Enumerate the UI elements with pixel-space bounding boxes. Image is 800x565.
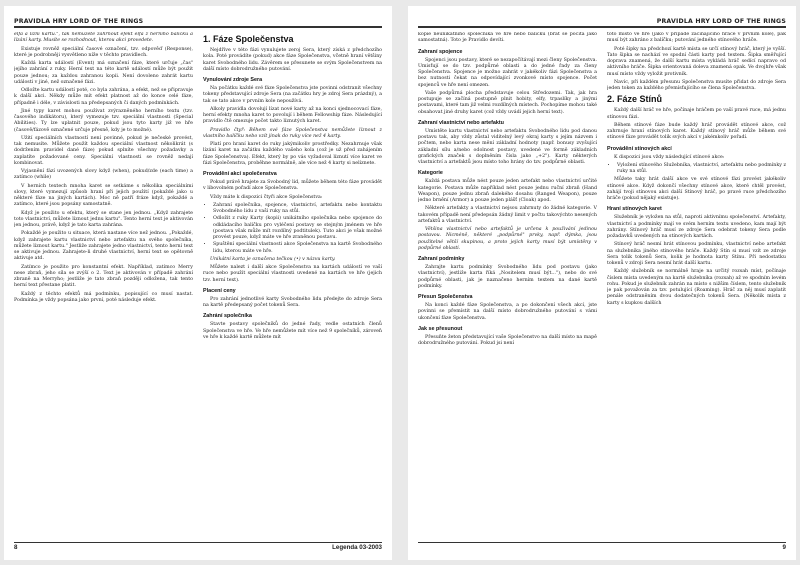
subsection-heading: Přesun Společenstva xyxy=(418,294,473,300)
body-paragraph: Zahrajte kartu podmínky Svobodného lidu pod postavu (jako vlastnictví), jestliže karta říká „Nositelem musí být..."), nebo do své podpůrné oblasti, jak je naznačeno herním textem na dané kartě podmínky. xyxy=(418,265,597,289)
subsection-heading: Kategorie xyxy=(418,170,443,177)
body-paragraph: Můžete nalezt i další akce Společenstva na kartách událostí ve vaší ruce nebo použít speciální vlastnosti uvedené na kartách ve hře (jejich tzv. herní text). xyxy=(203,265,382,283)
page-number: 8 xyxy=(14,544,18,551)
footer-rule xyxy=(418,542,786,543)
body-paragraph: Na počátku každé své fáze Společenstva jste povinni odstranit všechny tokeny představující zdroje Sera (na začátku hry je zdroj Sera prázdný), a tak se tato akce v prvním kole nepoužívá. xyxy=(203,86,382,104)
body-paragraph: Služebník je vyložen na stůl, naproti aktivnímu společenství. Artefakty, vlastnictví a podmínky mají ve svém herním textu uvedeno, kam mají být zahrány. Stínový hráč musí ze zdroje Sera odebrat tokeny Sera podle požadavků uvedených na stínových kartách. xyxy=(607,215,786,239)
subsection-heading: Hraní stínových karet xyxy=(607,206,662,213)
note-paragraph: Unikátní karta je označena tečkou (•) v názvu karty. xyxy=(210,256,336,262)
body-paragraph: Nejdříve v této fázi vynulujete zeroj Sera, který získá z předchozího kola. Poté provádíte (pokud) akce fáze Společenstva, včetně hraní většiny karet Svobodného lidu. Závěrem se přesunete se svým Společenstvem na další místo dobrodružného putování. xyxy=(203,48,382,72)
column-left xyxy=(418,32,597,536)
right-page xyxy=(408,6,796,560)
page-columns xyxy=(14,32,382,536)
body-paragraph: kopie neunikátního společníka ve hře nebo balíčku (brát se počítá jako samostatná). Toto je Pravidlo devíti. xyxy=(418,32,597,44)
section-title: 2. Fáze Stínů xyxy=(607,94,663,105)
body-paragraph: Když je použito u efektu, který se stane jen jednou. „Když zahrajete toto vlastnictví, můžete líznout jednu kartu". Tento herní text je aktivován jen jednou, právě, když je tato karta zahrána. xyxy=(14,210,193,228)
subsection-heading: Provádění akcí společenstva xyxy=(203,171,277,177)
page-columns xyxy=(418,32,786,536)
bullet-list xyxy=(203,203,382,255)
body-paragraph: Stínový hráč nesmí hrát stínovou podmínku, vlastnictví nebo artefakt na služebníka jiného stínového hráče. Každý Stín si musí vzít ze zdroje Sera tolik tokenů Sera, kolik je hodnota karty Stínu. Při nedostatku tokenů v zdroji Sera nesmí hrát další kartu. xyxy=(607,242,786,266)
body-paragraph: Během stínové fáze bude každý hráč provádět stínové akce, což zahrnuje hraní stínových karet. Každý stínový hráč může během své stínové fáze provádět tolik svých akcí v jakémkoliv pořadí. xyxy=(607,122,786,141)
body-paragraph: V herních textech mnoha karet se setkáme s několika speciálními slovy, které vymezují způsob hraní při jejich použití (pokaždé jako u některé fáze na jiných kartách). Moc ně patří fráze když, pokaždé a zatímco, které jsou popsány samostatně. xyxy=(14,183,193,208)
body-paragraph: Poté šipky na předchozí kartě místa se určí stínový hráč, který je vyšší. Tato šipka se nachází ve spodní části karty pod textem. Šipka směřující doprava znamená, že další kartu místa vykládá hráč sedící napravo od aktivního hráče. Šipka orientovaná doleva znamená opak. Ve dvojhře však musí místo vždy vyložit protivník. xyxy=(607,46,786,77)
subsection-heading: Jak se přesunout xyxy=(418,325,463,332)
column-right xyxy=(607,32,786,536)
body-paragraph: Pokud právě hrajete za Svobodný lid, můžete během této fáze provádět v libovolném pořadí akce Společenstva. xyxy=(203,180,382,192)
body-paragraph: Vždy máte k dispozici čtyři akce Společenstva: xyxy=(210,194,323,200)
body-paragraph: Existuje rovněž speciální časové označení, tzv. odpověď (Response), které je podrobněji vysvětleno níže v těchto pravidlech. xyxy=(14,46,193,58)
body-paragraph: Spojenci jsou postavy, které se nezapočítávají mezi členy Společenstva. Umisťují se do tzv. podpůrné oblasti a do jedné řady za členy Společenstva. Spojence je možno zahrát v jakékoliv fázi Společenstva a bez nutnosti čekat na odpovídající zvonkové místo spojence. Počet spojenců ve hře není omezen. xyxy=(418,57,597,88)
body-paragraph: Odložte kartu událostí poté, co byla zahrána, a efekt, než se připravuje k další akci. Někdy může mít efekt platnost až do konce celé fáze, případně i déle, v závislosti na předepsaných či daných podmínkách. xyxy=(14,88,193,106)
header-rule xyxy=(14,26,382,28)
body-paragraph: toto místo ve hře (jako v případě začínajícího hráče v prvním kole), pak musí být zahráno z balíčku; putování jedného stínového hráče. xyxy=(607,32,786,44)
body-paragraph: Jiné typy karet mohou používat zvýrazněného herního textu (tzv. časového indikátoru), který vymezuje tzv. speciální vlastnosti (Special Abilities). Ty lze uplatnit pouze, pokud jsou tyto karty již ve hře (časově/fázově označené určuje přesně, kdy je to možné). xyxy=(14,108,193,133)
subsection-heading: Zahraní vlastnictví nebo artefaktu xyxy=(418,119,504,126)
body-paragraph: Přesuňte žeton představující vaše Společenstvo na další místo na mapě dobrodružného putování. Pokud jsi není xyxy=(418,334,597,346)
page-header: PRAVIDLA HRY LORD OF THE RINGS xyxy=(656,18,786,25)
body-paragraph: Každá postava může nést pouze jeden artefakt nebo vlastnictví určité kategorie. Postava může například nést pouze jednu ruční zbraň (Hand Weapon), pouze jednu zbraň dalekého dosahu (Ranged Weapon), pouze jedno brnění (Armor) a pouze jeden plášť (Cloak) apod. xyxy=(418,179,597,203)
page-header: PRAVIDLA HRY LORD OF THE RINGS xyxy=(14,18,144,25)
list-item: • Vyložení stínového Služebníka, vlastnictví, artefaktu nebo podmínky z ruky na stůl. xyxy=(617,163,786,176)
body-paragraph: Vaše podpůrná plocha představuje celou Středozemi. Tak, jak hra postupuje se začíná postupně plnit hobity, elfy, trpaslíky a jinými postavami, které tam již velmi rozdílných místech. Pochopíme mohou také obsahovat jiné druhy karet (což vždy uvádí jejich herní text). xyxy=(418,90,597,115)
body-paragraph: Stavte postavy společníků do jedné řady, vedle ostatních členů Společenstva ve hře. Ve hře nemůžete mít více než 9 společníků, zároveň ve hře k každé kartě můžete mít xyxy=(203,322,382,340)
section-title: 1. Fáze Společenstva xyxy=(203,34,294,44)
note-paragraph: Většina vlastnictví nebo artefaktů je určena k použivání jedinou postavou. Nicméně, některé „podpůrné" prvky, např. dýmka, jsou použitelné větší skupinou, a proto jejich karty musí být umístěny v podpůrné oblasti. xyxy=(418,227,597,251)
footer-rule xyxy=(14,542,382,543)
list-item: • Spuštění speciální vlastnosti akce Společenstva na kartě Svobodného lidu, kterou máte ve hře. xyxy=(213,242,382,255)
body-paragraph: Alkoly pravidla dovolují lízat nové karty až na konci sjednocovací fáze, herní efekty mnoha karet to povolují i během Fellowship fáze. Následující pravidlo čtě omezuje počet takto líznutých karet. xyxy=(203,106,382,125)
column-right xyxy=(203,32,382,536)
subsection-heading: Provádění stínových akcí xyxy=(607,145,672,152)
list-item: • Zahraní společníka, spojence, vlastnictví, artefaktu nebo kontaktu Svobodného lidu z vaší ruky na stůl. xyxy=(213,203,382,216)
body-paragraph: Umístěte kartu vlastnictví nebo artefaktu Svobodného lidu pod danou postavu tak, aby vždy zůstal viditelný levý okraj karty s jejím názvem i počtem, nebo karta nese mění základní hodnoty (např. bonusy zvyšující základní sílu a/nebo odolnost postavy, uvedené ve formě základních grafických značek s doplněním čísla jako „+2"). Karty některých vlastnictví a artefaktů jsou místo toho hrány do tzv. podpůrné oblasti. xyxy=(418,128,597,165)
body-paragraph: Pro zahrání jednotlivé karty Svobodného lidu předejte do zdroje Sera na kartě předepsaný počet tokenů Sera. xyxy=(203,296,382,308)
body-paragraph: Každá karta událostí (Event) má označení fáze, které určuje „čas" jejího zahrání z ruky. Herní text na této kartě událostí může být použit pouze jednou; za každou zahranou kopii. Není dovoleno zahrát kartu události v jiné, než označené fázi. xyxy=(14,61,193,85)
body-paragraph: Každý služebník se normálně hraje na určitý rozsah míst, počínaje číslem místa uvedeným na kartě služebníka (rozsah) až ve spodním levém rohu. Pokud je služebník zahrán na místo s nižším číslem, tento služebník je pak považován za tzv. potulující (Roaming). Hráč za něj musí zaplatit penále odstraněním dvou dodatečných tokenů Sera. (Několik místa z karty s kupkou dalších xyxy=(607,269,786,306)
body-paragraph: Platí pro hraní karet do ruky jakýmikoliv prostředky. Nezahrnuje však lízání karet na začátku každého vašeho kola (což je už před zahájením fáze Společenstva). Efekt, který by po vás vyžadoval líznutí více karet ve fázi Společenstva, proběhne normálně, ale více než 4 karty si nelíznete. xyxy=(203,142,382,166)
list-item: • Odložit z ruky Karty (kopii) unikátního společníka nebo spojence do odkládacího balíčku pro vyléčení postavy se stejným jménem ve hře (postava však může mít rozdílný podtitulek). Tuto akci je však možné provést pouze, když máte ve hře zraněnou postavu. xyxy=(213,216,382,241)
body-paragraph: Pokaždé je použito u situace, která nastane více než jednou. „Pokaždé, když zahrajete kartu vlastnictví nebo artefaktu na svého společníka, můžete líznout kartu." Jestliže zahrajete jedno vlastnictví, tento herní text se aktivuje jednou. Zahrajete-li druhé vlastnictví, herní text se opětovně aktivuje atd. xyxy=(14,231,193,262)
left-page xyxy=(4,6,392,560)
page-number: 9 xyxy=(782,544,786,551)
body-paragraph: Některé artefakty a vlastnictví nejsou zahrnuty do žádné kategorie. V takovém případě není předepsán žádný limit v počtu takovýchto nesených artefaktů a vlastnictví. xyxy=(418,206,597,224)
subsection-heading: Zahraní spojence xyxy=(418,48,463,55)
body-paragraph: Na konci každé fáze Společenstva, a po dokončení všech akcí, jste povinni se přemístit na další místo dobrodružného putování s vámi ukončení fáze Společenstva. xyxy=(418,303,597,321)
subsection-heading: Zahraní podmínky xyxy=(418,256,465,262)
body-paragraph: Zatímco je použito pro konstantní efekt. Například, zatímco Merry nese zbraň, jeho síla se zvýší o 2. Text je aktivován v případě zahrání zbraně na Merryho; jestliže je tato zbraň později odložena, tak tento herní text přestane platit. xyxy=(14,264,193,289)
body-paragraph: Vyjasnění fází uvozených slovy když (when), pokud/zde (each time) a zatímco (while) xyxy=(14,169,193,181)
subsection-heading: Placení ceny xyxy=(203,287,236,294)
page-footer: Legenda 03-2003 xyxy=(332,544,382,551)
body-paragraph: Navíc, při každém přesunu Společenstva musíte přidat do zdroje Sera jeden token za každého přemísťujícího se člena Společenstva. xyxy=(607,79,786,91)
bullet-list xyxy=(607,163,786,176)
note-paragraph: Pravidlo čtyř: Během své fáze Společenstva nemůžete líznout z vlastního balíčku nebo vzít jinak do ruky více než 4 karty. xyxy=(203,127,382,139)
subsection-heading: Zahrání společníka xyxy=(203,313,252,320)
subsection-heading: Vynulování zdroje Sera xyxy=(203,77,263,83)
body-paragraph: K dispozici jsou vždy následující stínové akce: xyxy=(614,154,725,160)
body-paragraph: Můžete taky hrát další akce ve své stínové fázi provést jakékoliv stínové akce. Když dokončí všechny stínové akce, které chtěl provést, zahájí tvoji stínovou akci další Stínový hráč, po pravé ruce předchozího hráče (pokud nějaký existuje). xyxy=(607,177,786,201)
column-left xyxy=(14,32,193,536)
body-paragraph: elfa a lízni kartu.", tak nemůžete zahrnout efekt elfa z herního balíčku a lízání karty. Musíte se rozhodnout, kterou akci provedete. xyxy=(14,32,193,44)
header-rule xyxy=(418,26,786,28)
body-paragraph: Každý další hráč ve hře, počínaje hráčem po vaší pravé ruce, má jednu stínovou fázi. xyxy=(607,108,786,120)
body-paragraph: Každý z těchto efektů má podmínku, popisující co musí nastat. Podmínka je vždy popsána jako první, poté následuje efekt. xyxy=(14,291,193,303)
body-paragraph: Užití speciálních vlastností není povinné, pokud je nečeské provést, tak nemusíte. Můžete použít každou speciální vlastnost několikrát (s dodržením pravidel dané fáze) pokud splníte všechny požadavky a zaplatíte požadované ceny. Speciální vlastnosti se rovněž nedají kombinovat. xyxy=(14,135,193,166)
